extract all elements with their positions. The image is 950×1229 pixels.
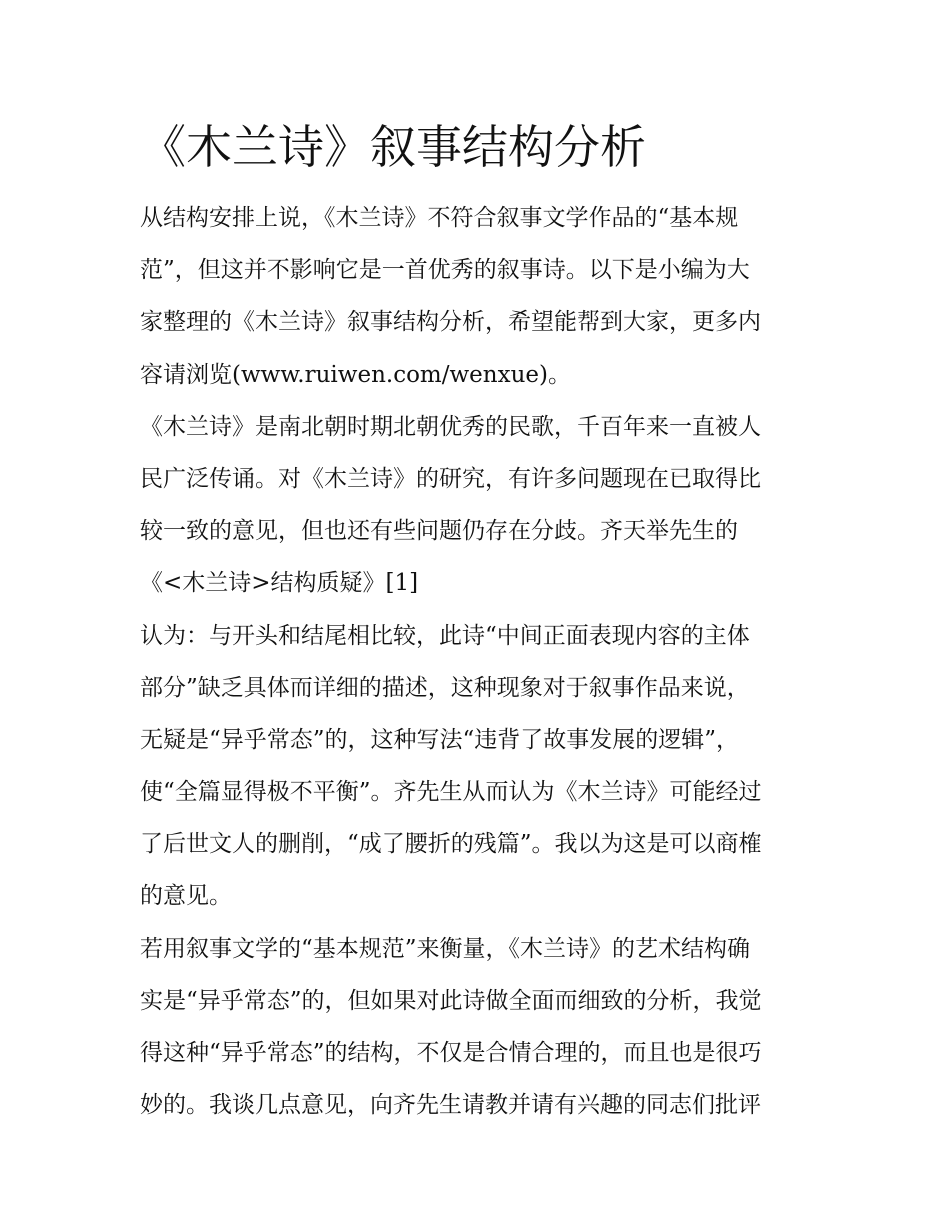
text-line: 若用叙事文学的“基本规范”来衡量，《木兰诗》的艺术结构确	[140, 935, 751, 962]
text-line: 认为：与开头和结尾相比较，此诗“中间正面表现内容的主体	[140, 622, 750, 649]
text-line: 《木兰诗》是南北朝时期北朝优秀的民歌，千百年来一直被人	[140, 413, 761, 440]
text-line: 妙的。我谈几点意见，向齐先生请教并请有兴趣的同志们批评	[140, 1092, 761, 1119]
text-line: 《<木兰诗>结构质疑》[1]	[140, 570, 419, 597]
text-line: 容请浏览(www.ruiwen.com/wenxue)。	[140, 361, 571, 388]
text-line: 较一致的意见，但也还有些问题仍存在分歧。齐天举先生的	[140, 518, 738, 545]
text-line: 范”，但这并不影响它是一首优秀的叙事诗。以下是小编为大	[140, 257, 750, 284]
text-line: 使“全篇显得极不平衡”。齐先生从而认为《木兰诗》可能经过	[140, 779, 762, 806]
text-line: 部分”缺乏具体而详细的描述，这种现象对于叙事作品来说，	[140, 674, 750, 701]
document-body	[140, 192, 830, 1131]
text-line: 家整理的《木兰诗》叙事结构分析，希望能帮到大家，更多内	[140, 309, 761, 336]
text-line: 了后世文人的删削，“成了腰折的残篇”。我以为这是可以商榷	[140, 831, 762, 858]
text-line: 得这种“异乎常态”的结构，不仅是合情合理的，而且也是很巧	[140, 1040, 762, 1066]
text-line: 实是“异乎常态”的，但如果对此诗做全面而细致的分析，我觉	[140, 987, 762, 1014]
text-line: 民广泛传诵。对《木兰诗》的研究，有许多问题现在已取得比	[140, 465, 761, 492]
text-line: 的意见。	[140, 883, 232, 910]
text-line: 从结构安排上说，《木兰诗》不符合叙事文学作品的“基本规	[140, 205, 739, 231]
page-title: 《木兰诗》叙事结构分析	[140, 120, 646, 174]
text-line: 无疑是“异乎常态”的，这种写法“违背了故事发展的逻辑”，	[140, 726, 740, 753]
